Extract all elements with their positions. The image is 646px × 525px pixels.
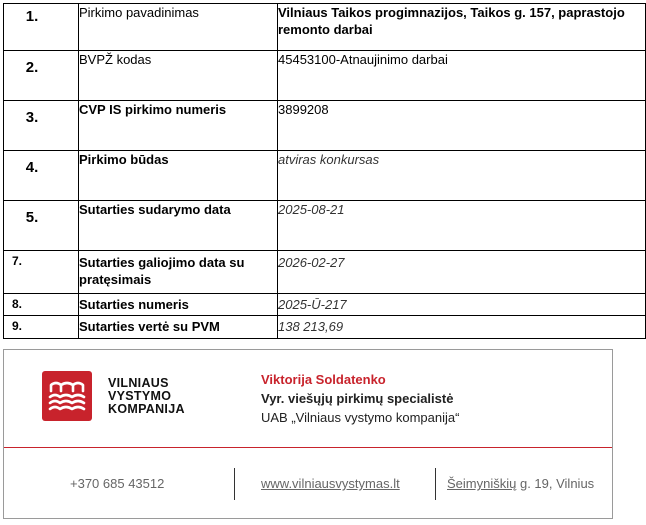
row-number: 1. [4,4,79,51]
person-role: Vyr. viešųjų pirkimų specialistė [261,391,454,406]
table-row [4,251,646,294]
row-number: 3. [4,101,79,151]
row-value: 45453100-Atnaujinimo darbai [278,51,646,101]
row-number: 9. [4,316,79,339]
table-row [4,151,646,201]
row-number: 8. [4,294,79,316]
address-link[interactable] [447,476,594,491]
row-number: 2. [4,51,79,101]
divider [234,468,235,500]
row-value: 2025-08-21 [278,201,646,251]
procurement-info-table [3,3,646,339]
row-number: 7. [4,251,79,294]
row-label: Sutarties vertė su PVM [79,316,278,339]
table-row [4,4,646,51]
row-value: 138 213,69 [278,316,646,339]
table-row [4,101,646,151]
waves-logo-icon [42,371,92,421]
row-value: atviras konkursas [278,151,646,201]
table-row [4,201,646,251]
table-row [4,294,646,316]
company-logo-text: VILNIAUS VYSTYMO KOMPANIJA [108,376,185,416]
contact-person [261,370,459,427]
row-label: Sutarties numeris [79,294,278,316]
address-rest: g. 19, Vilnius [516,476,595,491]
website-link[interactable]: www.vilniausvystymas.lt [261,476,400,491]
divider [4,447,612,448]
row-number: 5. [4,201,79,251]
row-number: 4. [4,151,79,201]
divider [435,468,436,500]
row-label: BVPŽ kodas [79,51,278,101]
row-value: 2026-02-27 [278,251,646,294]
email-signature [3,349,613,519]
row-value: 3899208 [278,101,646,151]
row-label: CVP IS pirkimo numeris [79,101,278,151]
row-value: 2025-Ū-217 [278,294,646,316]
row-label: Sutarties galiojimo data su pratęsimais [79,251,278,294]
row-value: Vilniaus Taikos progimnazijos, Taikos g. 157, paprastojo remonto darbai [278,4,646,51]
row-label: Pirkimo būdas [79,151,278,201]
person-name: Viktorija Soldatenko [261,372,386,387]
table-row [4,316,646,339]
row-label: Pirkimo pavadinimas [79,4,278,51]
table-row [4,51,646,101]
address-street[interactable]: Šeimyniškių [447,476,517,491]
organization-name: UAB „Vilniaus vystymo kompanija“ [261,410,460,425]
phone-number[interactable]: +370 685 43512 [70,476,165,491]
row-label: Sutarties sudarymo data [79,201,278,251]
